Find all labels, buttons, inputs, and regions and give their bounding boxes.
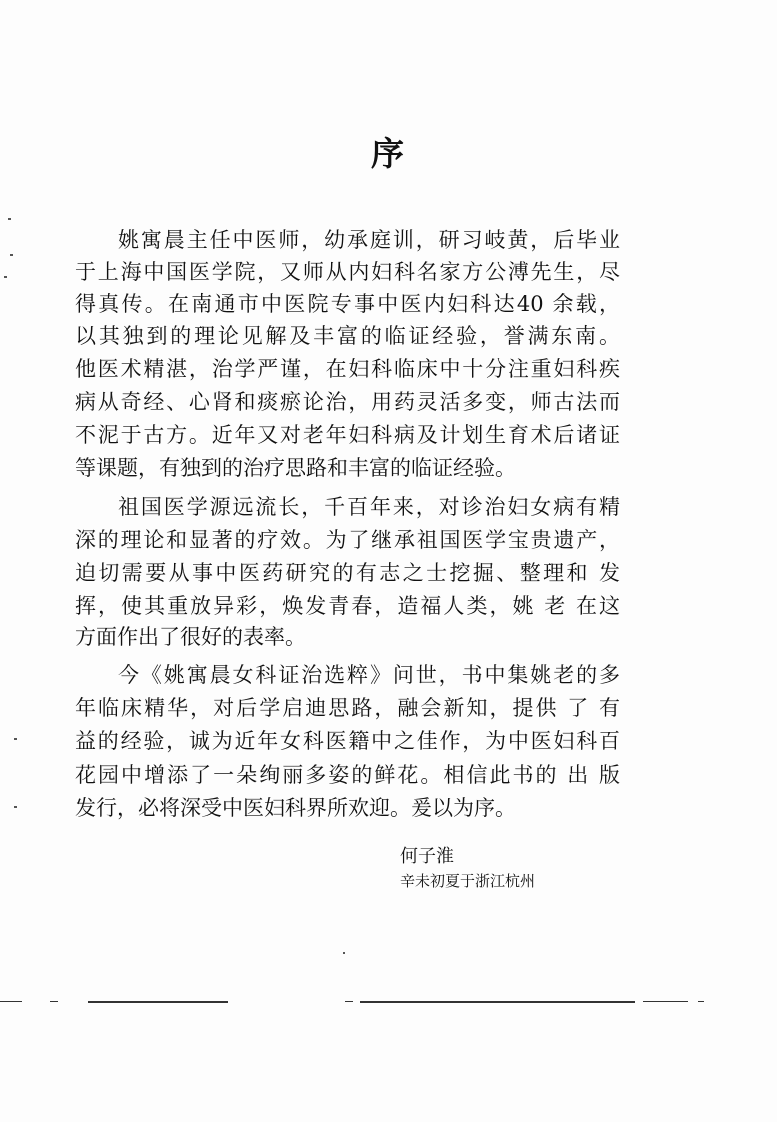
scan-artifact-line <box>643 1001 688 1002</box>
paragraph-line: 花园中增添了一朵绚丽多姿的鲜花。相信此书的 出 版 <box>75 763 620 787</box>
paragraph-line: 今《姚寓晨女科证治选粹》问世，书中集姚老的多 <box>118 663 620 687</box>
signature-date-place: 辛未初夏于浙江杭州 <box>400 872 536 890</box>
paragraph-line: 益的经验，诚为近年女科医籍中之佳作，为中医妇科百 <box>75 729 620 753</box>
author-signature: 何子淮 <box>400 846 454 867</box>
scan-artifact-speck <box>8 218 11 220</box>
paragraph-line: 等课题，有独到的治疗思路和丰富的临证经验。 <box>75 456 516 480</box>
paragraph-line: 得真传。在南通市中医院专事中医内妇科达40 余载， <box>75 292 620 316</box>
scan-artifact-speck <box>14 806 17 808</box>
paragraph-line: 迫切需要从事中医药研究的有志之士挖掘、整理和 发 <box>75 561 620 585</box>
paragraph-line: 他医术精湛，治学严谨，在妇科临床中十分注重妇科疾 <box>75 357 620 381</box>
scan-artifact-speck <box>343 952 345 954</box>
scan-artifact-speck <box>4 276 7 278</box>
paragraph-line: 发行，必将深受中医妇科界所欢迎。爰以为序。 <box>75 796 516 820</box>
paragraph-line: 以其独到的理论见解及丰富的临证经验，誉满东南。 <box>75 324 620 348</box>
scan-artifact-speck <box>14 738 17 740</box>
paragraph-line: 于上海中国医学院，又师从内妇科名家方公溥先生，尽 <box>75 260 620 284</box>
paragraph-line: 不泥于古方。近年又对老年妇科病及计划生育术后诸证 <box>75 423 620 447</box>
scan-artifact-line <box>698 1001 704 1002</box>
page-title: 序 <box>371 134 406 173</box>
paragraph-line: 姚寓晨主任中医师，幼承庭训，研习岐黄，后毕业 <box>118 228 620 252</box>
paragraph-line: 病从奇经、心肾和痰瘀论治，用药灵活多变，师古法而 <box>75 390 620 414</box>
scan-artifact-line <box>360 1001 635 1003</box>
scan-artifact-line <box>0 1001 22 1002</box>
paragraph-line: 方面作出了很好的表率。 <box>75 625 306 649</box>
scan-artifact-line <box>345 1001 353 1002</box>
paragraph-line: 年临床精华，对后学启迪思路，融会新知，提供 了 有 <box>75 696 620 720</box>
scan-artifact-line <box>88 1001 228 1003</box>
scan-artifact-speck <box>10 254 13 256</box>
paragraph-line: 挥，使其重放异彩，焕发青春，造福人类，姚 老 在这 <box>75 594 620 618</box>
scan-artifact-line <box>50 1001 58 1002</box>
paragraph-line: 祖国医学源远流长，千百年来，对诊治妇女病有精 <box>118 495 620 519</box>
paragraph-line: 深的理论和显著的疗效。为了继承祖国医学宝贵遗产， <box>75 528 620 552</box>
